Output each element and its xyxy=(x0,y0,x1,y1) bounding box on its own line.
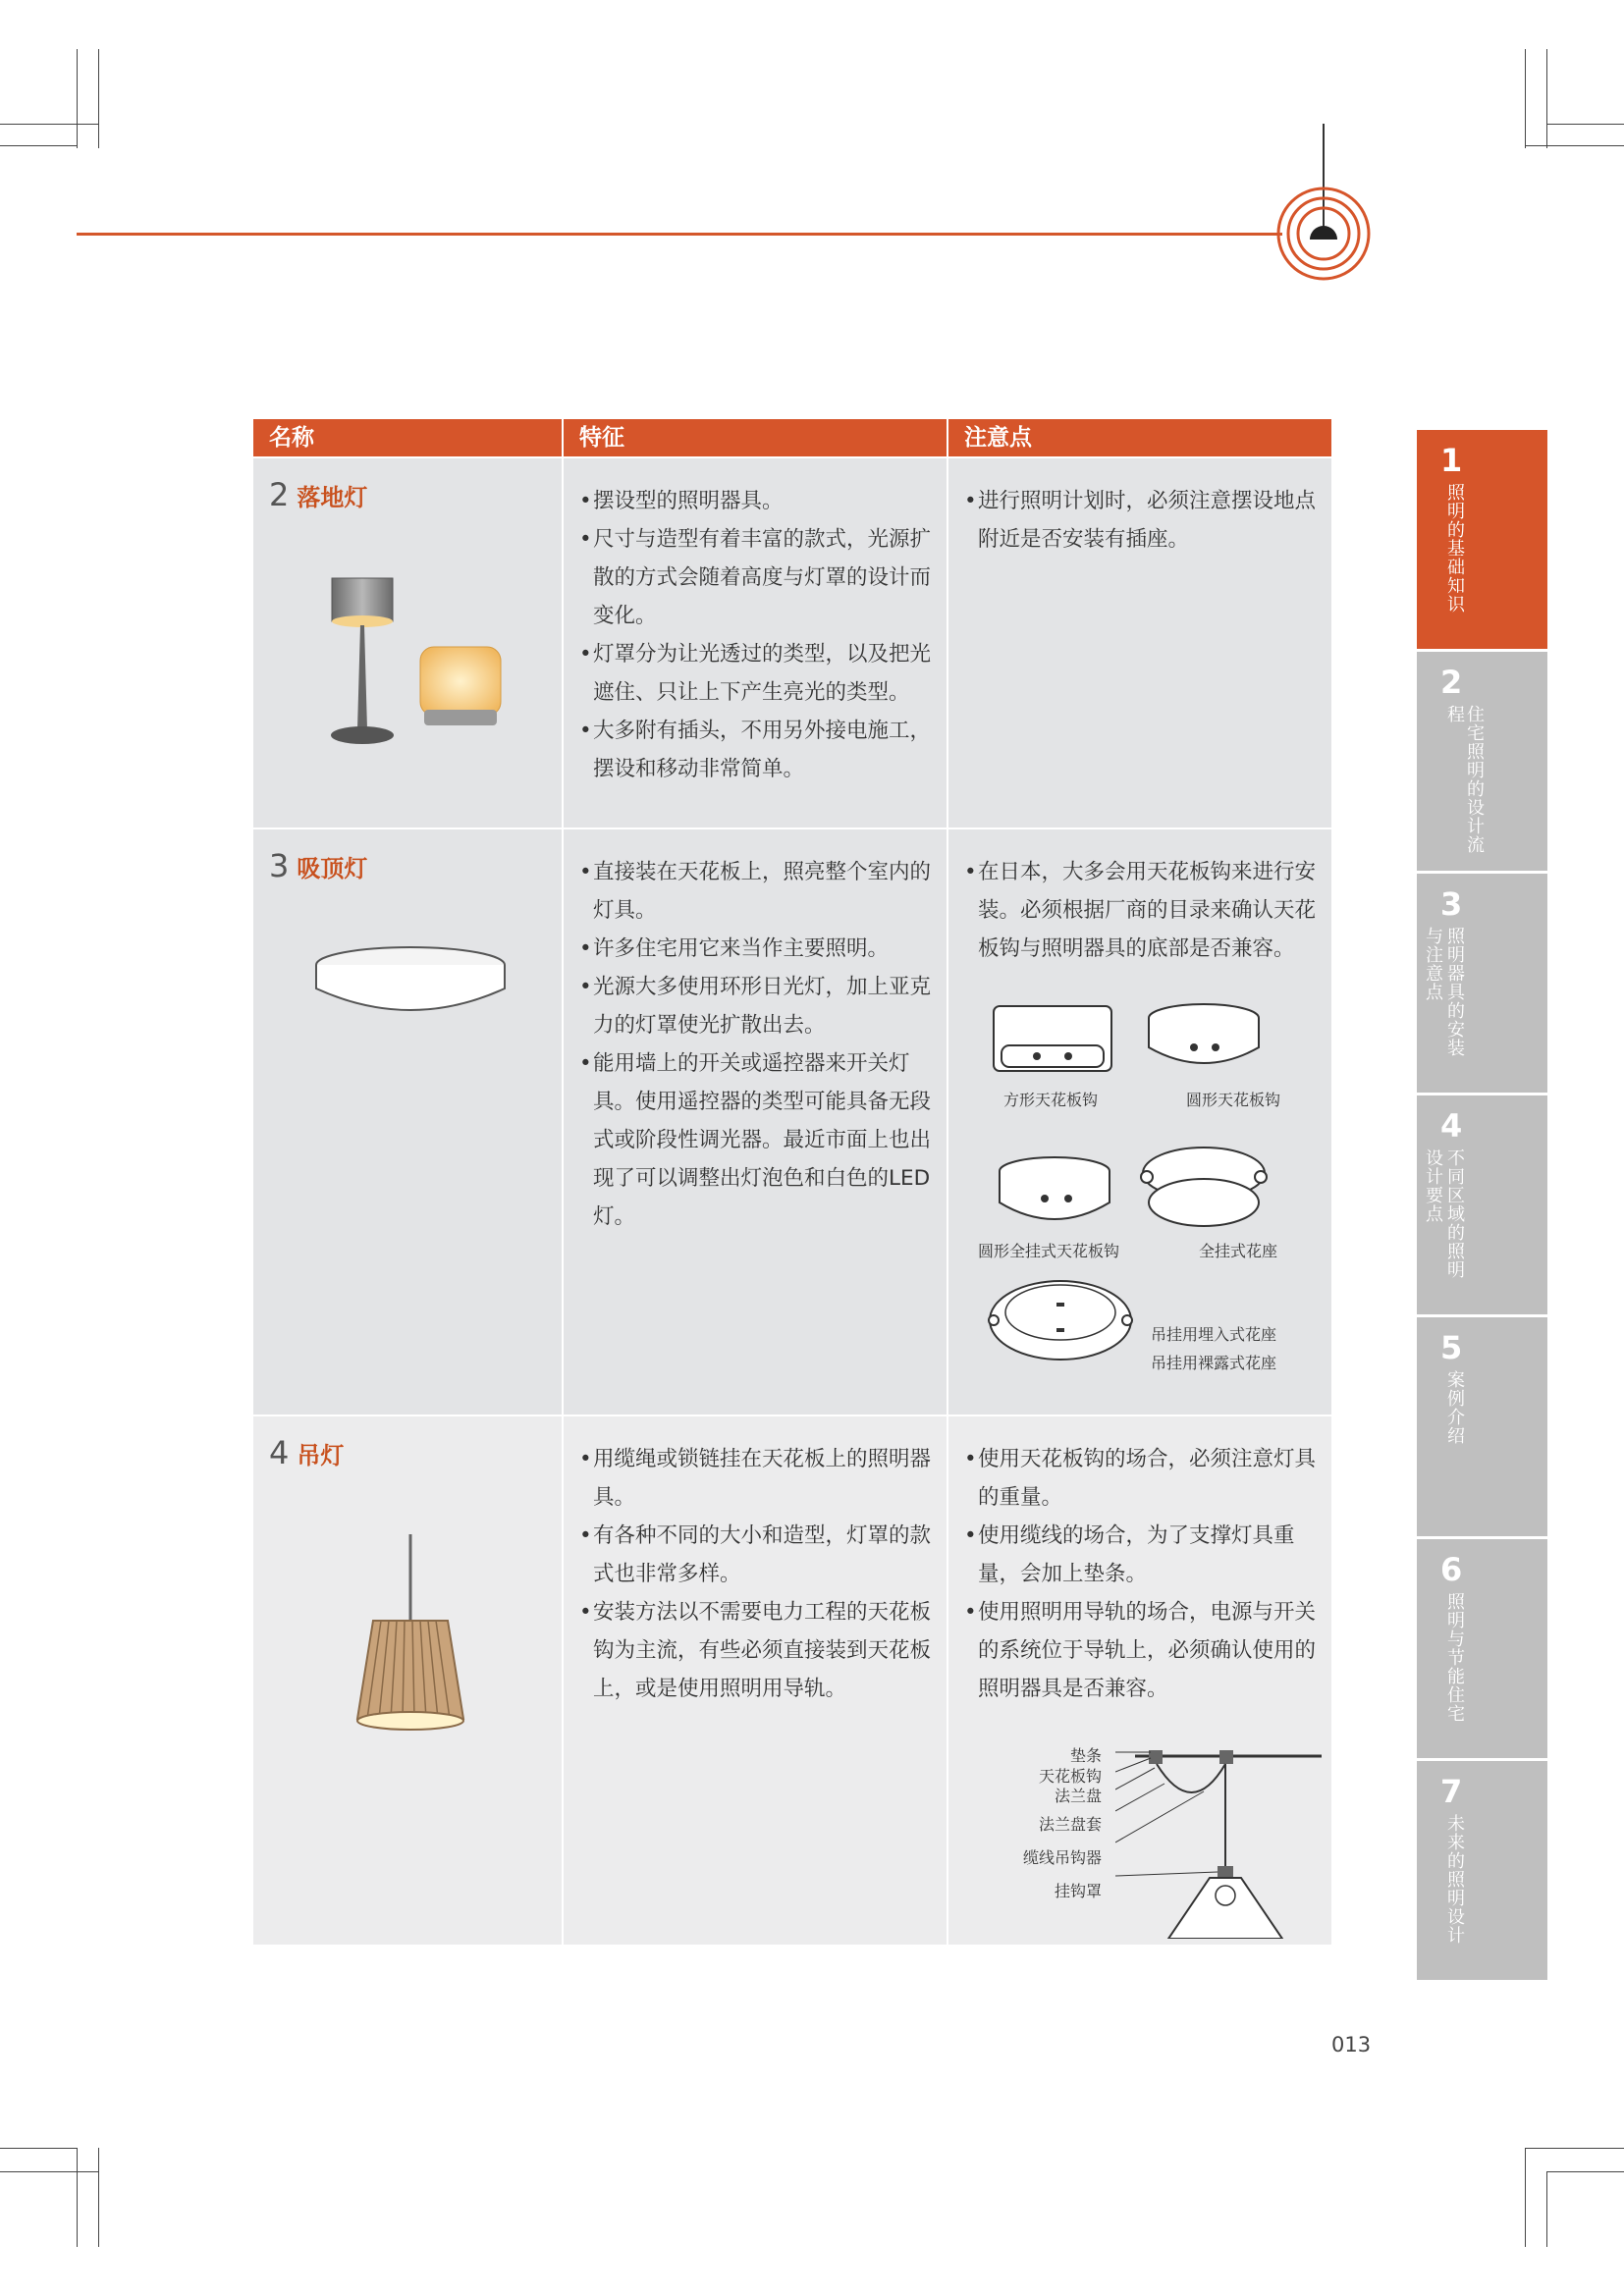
tab-chapter-7[interactable]: 7 未来的照明设计 xyxy=(1417,1761,1547,1980)
header-features: 特征 xyxy=(564,419,947,456)
pendant-lamp-illustration xyxy=(332,1534,489,1750)
lamp-title: 3 吸顶灯 xyxy=(269,847,368,884)
crop-mark xyxy=(77,49,78,148)
row-pendant-lamp-name xyxy=(253,1416,562,1945)
note-item: • 使用照明用导轨的场合，电源与开关的系统位于导轨上，必须确认使用的照明器具是否兼容。 xyxy=(964,1593,1318,1708)
lamp-title: 2 落地灯 xyxy=(269,476,368,513)
tab-chapter-3[interactable]: 3 照明器具的安装 与注意点 xyxy=(1417,874,1547,1093)
tab-chapter-5[interactable]: 5 案例介绍 xyxy=(1417,1317,1547,1536)
target-icon xyxy=(1272,124,1380,291)
tab-chapter-2[interactable]: 2 住宅照明的设计流程 xyxy=(1417,652,1547,871)
header-notes: 注意点 xyxy=(948,419,1331,456)
feature-item: • 大多附有插头，不用另外接电施工，摆设和移动非常简单。 xyxy=(579,712,933,788)
page-number: 013 xyxy=(1331,2033,1372,2056)
feature-item: • 光源大多使用环形日光灯，加上亚克力的灯罩使光扩散出去。 xyxy=(579,968,933,1044)
tab-chapter-1[interactable]: 1 照明的基础知识 xyxy=(1417,430,1547,649)
crop-mark xyxy=(0,145,77,146)
row-pendant-lamp-features xyxy=(564,1416,947,1945)
caption-full-rosette: 全挂式花座 xyxy=(1199,1242,1278,1260)
crop-mark xyxy=(1546,49,1547,148)
row-ceiling-lamp-name xyxy=(253,829,562,1415)
crop-mark xyxy=(1546,2171,1624,2172)
feature-item: • 安装方法以不需要电力工程的天花板钩为主流，有些必须直接装到天花板上，或是使用照明用导轨。 xyxy=(579,1593,933,1708)
crop-mark xyxy=(0,2171,98,2172)
caption-round-hook: 圆形天花板钩 xyxy=(1186,1091,1281,1109)
crop-mark xyxy=(0,2148,77,2149)
caption-round-full-hook: 圆形全挂式天花板钩 xyxy=(978,1242,1120,1260)
feature-item: • 用缆绳或锁链挂在天花板上的照明器具。 xyxy=(579,1440,933,1517)
crop-mark xyxy=(1546,2171,1547,2247)
crop-mark xyxy=(1525,145,1624,146)
crop-mark xyxy=(0,124,98,125)
header-rule xyxy=(77,233,1282,236)
row-floor-lamp-name xyxy=(253,458,562,828)
caption-hanging-embedded: 吊挂用埋入式花座 xyxy=(1151,1325,1277,1344)
row-floor-lamp-features xyxy=(564,458,947,828)
feature-item: • 能用墙上的开关或遥控器来开关灯具。使用遥控器的类型可能具备无段式或阶段性调光器。最近市面上也出现了可以调整出灯泡色和白色的LED灯。 xyxy=(579,1044,933,1236)
feature-item: • 尺寸与造型有着丰富的款式，光源扩散的方式会随着高度与灯罩的设计而变化。 xyxy=(579,520,933,635)
note-item: • 使用天花板钩的场合，必须注意灯具的重量。 xyxy=(964,1440,1318,1517)
feature-item: • 许多住宅用它来当作主要照明。 xyxy=(579,930,933,968)
feature-item: • 直接装在天花板上，照亮整个室内的灯具。 xyxy=(579,853,933,930)
note-item: • 使用缆线的场合，为了支撑灯具重量，会加上垫条。 xyxy=(964,1517,1318,1593)
row-floor-lamp-notes xyxy=(948,458,1331,828)
crop-mark xyxy=(1525,2148,1624,2149)
diagram-label-padding: 垫条 xyxy=(1069,1746,1102,1765)
header-name: 名称 xyxy=(253,419,562,456)
note-item: • 在日本，大多会用天花板钩来进行安装。必须根据厂商的目录来确认天花板钩与照明器具的底部是否兼容。 xyxy=(964,853,1318,968)
diagram-label-ceiling-hook: 天花板钩 xyxy=(1038,1767,1102,1786)
ceiling-lamp-illustration xyxy=(302,937,518,1036)
caption-square-hook: 方形天花板钩 xyxy=(1003,1091,1099,1109)
note-item: • 进行照明计划时，必须注意摆设地点附近是否安装有插座。 xyxy=(964,482,1318,559)
feature-item: • 摆设型的照明器具。 xyxy=(579,482,933,520)
feature-item: • 灯罩分为让光透过的类型，以及把光遮住、只让上下产生亮光的类型。 xyxy=(579,635,933,712)
feature-item: • 有各种不同的大小和造型，灯罩的款式也非常多样。 xyxy=(579,1517,933,1593)
pendant-mount-diagram xyxy=(1115,1733,1331,1939)
crop-mark xyxy=(1525,2148,1526,2247)
ceiling-hook-diagrams xyxy=(978,996,1312,1409)
row-pendant-lamp-notes xyxy=(948,1416,1331,1945)
diagram-label-flange-cover: 法兰盘套 xyxy=(1038,1815,1102,1834)
crop-mark xyxy=(1546,124,1624,125)
diagram-label-flange: 法兰盘 xyxy=(1054,1787,1102,1805)
row-ceiling-lamp-features xyxy=(564,829,947,1415)
tab-chapter-6[interactable]: 6 照明与节能住宅 xyxy=(1417,1539,1547,1758)
floor-lamp-illustration xyxy=(312,537,528,773)
crop-mark xyxy=(98,49,99,148)
crop-mark xyxy=(98,2148,99,2247)
caption-hanging-exposed: 吊挂用裸露式花座 xyxy=(1151,1354,1277,1372)
row-ceiling-lamp-notes xyxy=(948,829,1331,1415)
diagram-label-hook-cover: 挂钩罩 xyxy=(1054,1882,1102,1900)
diagram-label-cable-hanger: 缆线吊钩器 xyxy=(1022,1848,1102,1867)
crop-mark xyxy=(77,2148,78,2247)
crop-mark xyxy=(1525,49,1526,148)
tab-chapter-4[interactable]: 4 不同区域的照明 设计要点 xyxy=(1417,1095,1547,1314)
lamp-title: 4 吊灯 xyxy=(269,1434,345,1471)
